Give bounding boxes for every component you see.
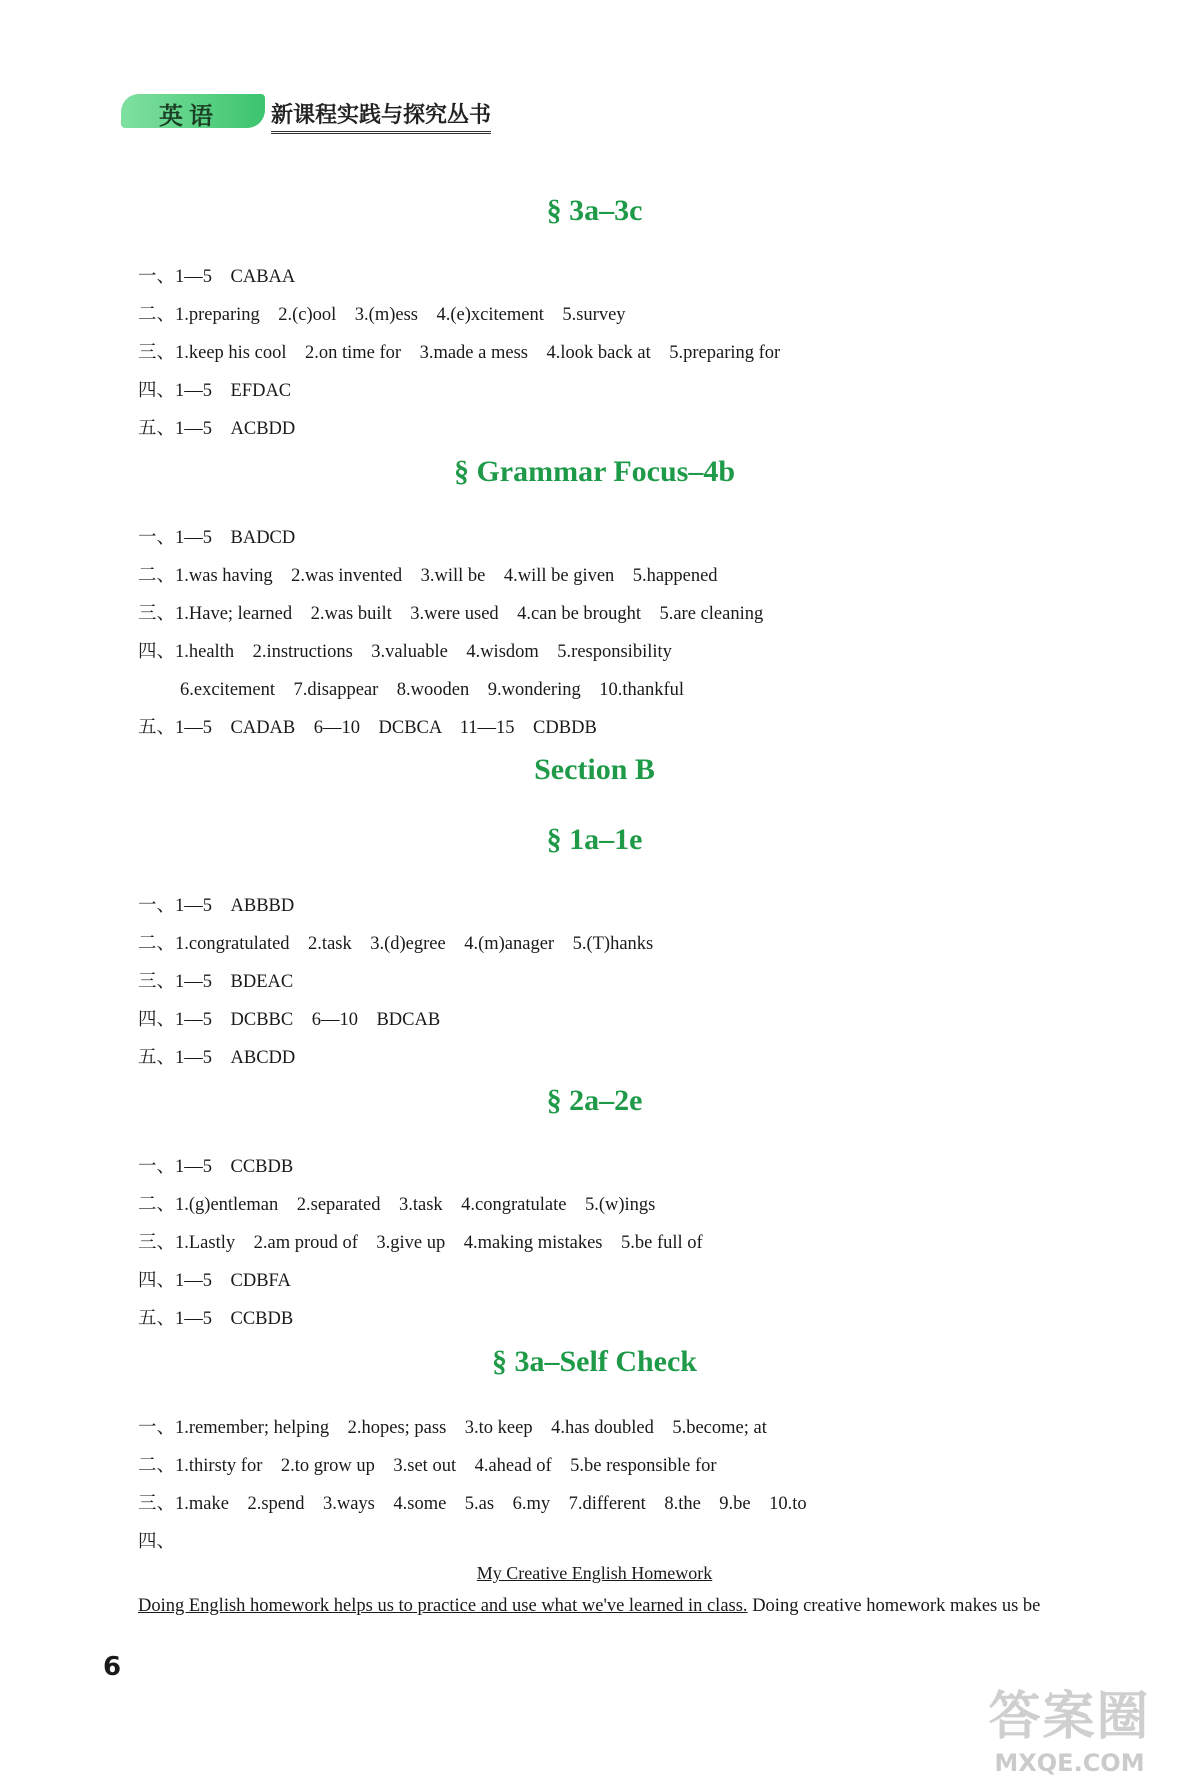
subject-badge [121, 94, 265, 128]
essay-continuation: Doing creative homework makes us be [747, 1596, 1041, 1616]
answer-line: 四、1—5 EFDAC [138, 381, 292, 401]
section-title-1a-1e: § 1a–1e [546, 823, 643, 856]
section-title-3a-3c: § 3a–3c [546, 194, 643, 227]
answer-line: 一、1—5 CABAA [138, 267, 296, 287]
answer-line: 一、1—5 BADCD [138, 528, 296, 548]
watermark-url: MXQE.COM [994, 1749, 1145, 1777]
answer-line: 一、1—5 CCBDB [138, 1157, 294, 1177]
answer-line: 二、1.was having 2.was invented 3.will be 4.will be given 5.happened [138, 566, 718, 586]
answer-line: 一、1.remember; helping 2.hopes; pass 3.to keep 4.has doubled 5.become; at [138, 1418, 767, 1438]
answer-line: 二、1.thirsty for 2.to grow up 3.set out 4.ahead of 5.be responsible for [138, 1456, 717, 1476]
answer-line: 四、1.health 2.instructions 3.valuable 4.wisdom 5.responsibility [138, 642, 672, 662]
answer-line: 三、1.keep his cool 2.on time for 3.made a mess 4.look back at 5.preparing for [138, 343, 781, 363]
answer-line: 6.excitement 7.disappear 8.wooden 9.wondering 10.thankful [180, 680, 685, 700]
answer-line: 五、1—5 CCBDB [138, 1309, 294, 1329]
answer-line: 三、1.Lastly 2.am proud of 3.give up 4.making mistakes 5.be full of [138, 1233, 703, 1253]
answer-line: 五、1—5 CADAB 6—10 DCBCA 11—15 CDBDB [138, 718, 597, 738]
answer-line: 二、1.congratulated 2.task 3.(d)egree 4.(m)anager 5.(T)hanks [138, 934, 654, 954]
answer-line: 二、1.(g)entleman 2.separated 3.task 4.congratulate 5.(w)ings [138, 1195, 656, 1215]
essay-paragraph [138, 1596, 1040, 1617]
answer-line: 三、1.Have; learned 2.was built 3.were used 4.can be brought 5.are cleaning [138, 604, 764, 624]
essay-title: My Creative English Homework [476, 1563, 713, 1583]
answer-line: 五、1—5 ACBDD [138, 419, 296, 439]
section-title-self-check: § 3a–Self Check [492, 1345, 697, 1378]
section-b-title: Section B [534, 753, 655, 786]
subject-label: 英语 [159, 102, 219, 130]
answer-line: 五、1—5 ABCDD [138, 1048, 296, 1068]
page-number: 6 [103, 1652, 122, 1682]
answer-line: 一、1—5 ABBBD [138, 896, 295, 916]
answer-line: 四、 [138, 1532, 176, 1552]
essay-underlined-sentence: Doing English homework helps us to practice and use what we've learned in class. [138, 1596, 748, 1616]
answer-line: 三、1—5 BDEAC [138, 972, 294, 992]
watermark-text: 答案圈 [988, 1687, 1151, 1747]
answer-line: 四、1—5 DCBBC 6—10 BDCAB [138, 1010, 441, 1030]
answer-line: 三、1.make 2.spend 3.ways 4.some 5.as 6.my 7.different 8.the 9.be 10.to [138, 1494, 807, 1514]
series-title: 新课程实践与探究丛书 [271, 98, 491, 134]
answer-line: 二、1.preparing 2.(c)ool 3.(m)ess 4.(e)xcitement 5.survey [138, 305, 626, 325]
section-title-grammar-focus: § Grammar Focus–4b [453, 455, 736, 488]
watermark-logo [962, 1686, 1177, 1792]
section-title-2a-2e: § 2a–2e [546, 1084, 643, 1117]
answer-line: 四、1—5 CDBFA [138, 1271, 291, 1291]
